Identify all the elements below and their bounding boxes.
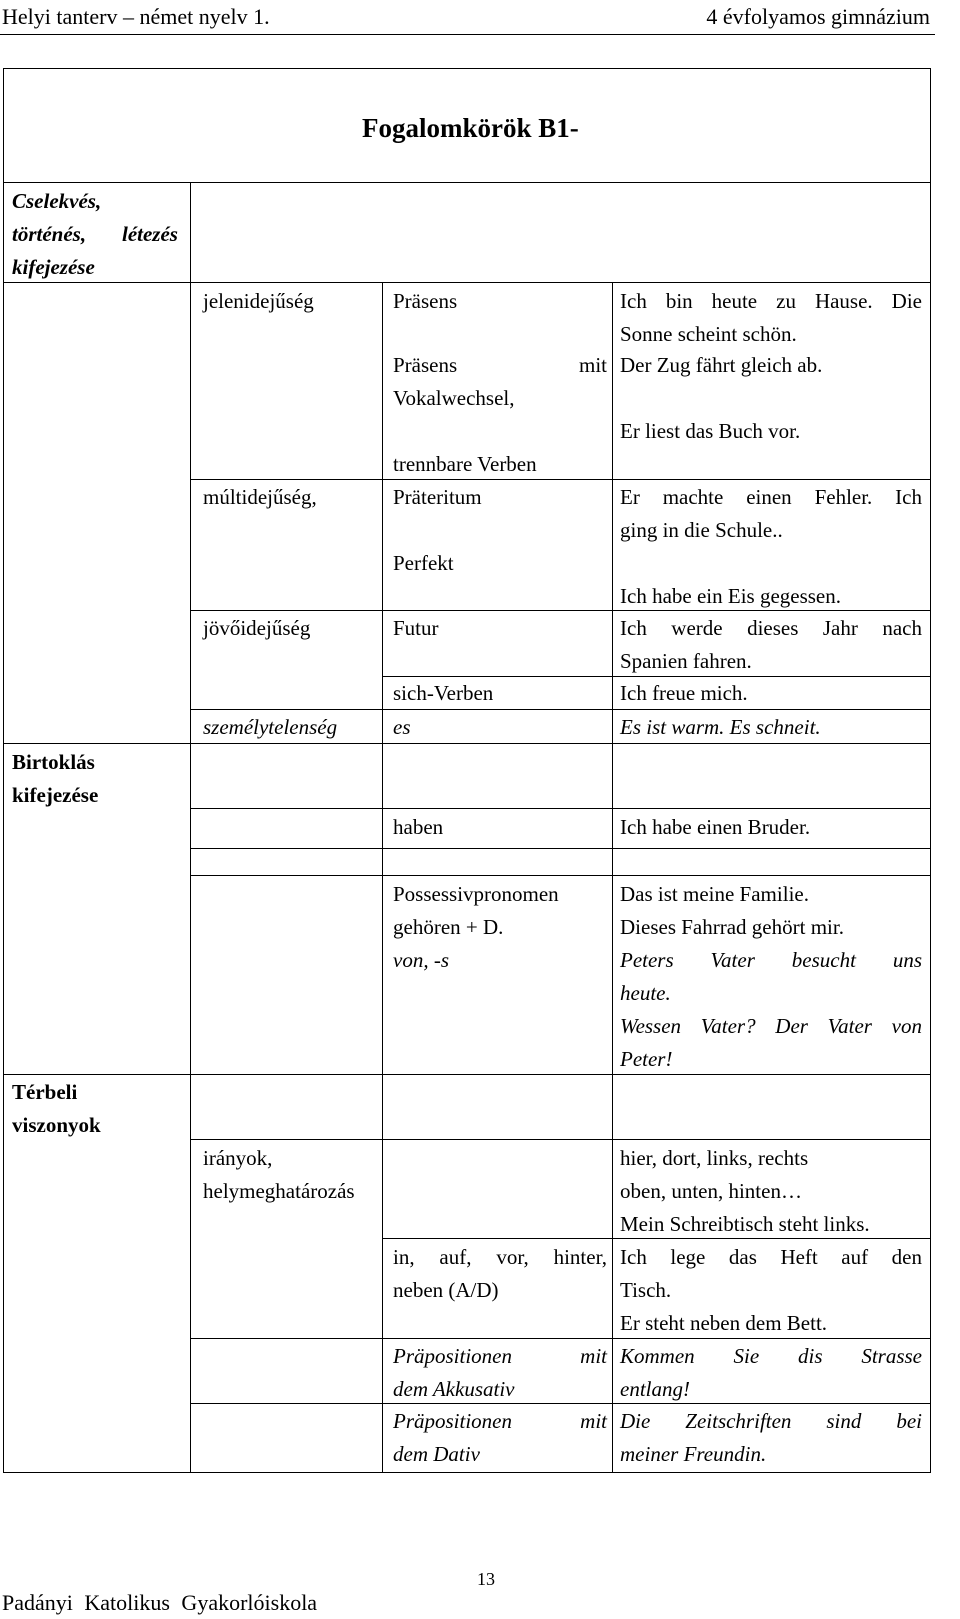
cell-jelenidejuseg: jelenidejűség	[203, 289, 314, 313]
header-right: 4 évfolyamos gimnázium	[706, 4, 930, 29]
cell-es: es	[393, 715, 411, 739]
page-number: 13	[477, 1569, 495, 1589]
cell-jelen-example: Ich bin heute zu Hause. Die Sonne scheint schön.	[620, 289, 922, 346]
cell-prasens: Präsens	[393, 289, 458, 313]
cell-dativ: Präpositionen mit dem Dativ	[393, 1409, 607, 1466]
cell-dativ-example: Die Zeitschriften sind bei meiner Freundin.	[620, 1409, 922, 1466]
cell-in-auf: in, auf, vor, hinter, neben (A/D)	[393, 1245, 607, 1302]
cell-multidejuseg: múltidejűség,	[203, 485, 317, 509]
cell-mult-example: Er machte einen Fehler. Ich ging in die Schule.. Ich habe ein Eis gegessen.	[620, 485, 922, 608]
cell-sich-verben: sich-Verben	[393, 681, 494, 705]
cell-vokal-example: Der Zug fährt gleich ab. Er liest das Buch vor.	[620, 353, 823, 443]
section-terbeli: Térbeli viszonyok	[12, 1080, 101, 1137]
section-cselekves: Cselekvés, történés, létezés kifejezése	[12, 189, 178, 279]
cell-es-example: Es ist warm. Es schneit.	[620, 715, 821, 739]
cell-possessiv: Possessivpronomen gehören + D. von, -s	[393, 882, 559, 972]
cell-futur: Futur	[393, 616, 439, 640]
page-footer: Padányi Katolikus Gyakorlóiskola	[2, 1590, 318, 1615]
cell-vokalwechsel: Präsens mit Vokalwechsel, trennbare Verben	[393, 353, 607, 476]
cell-possessiv-example: Das ist meine Familie. Dieses Fahrrad gehört mir. Peters Vater besucht uns heute. Wessen Vater? Der Vater von Peter!	[620, 882, 922, 1071]
cell-in-auf-example: Ich lege das Heft auf den Tisch. Er steht neben dem Bett.	[620, 1245, 922, 1335]
header-left: Helyi tanterv – német nyelv 1.	[2, 4, 270, 29]
page-title: Fogalomkörök B1-	[362, 113, 579, 143]
header-rule	[0, 34, 935, 35]
section-birtoklas: Birtoklás kifejezése	[12, 750, 99, 807]
cell-prateritum: Präteritum Perfekt	[393, 485, 482, 575]
cell-jovoidejuseg: jövőidejűség	[203, 616, 311, 640]
cell-iranyok-example: hier, dort, links, rechts oben, unten, hinten… Mein Schreibtisch steht links.	[620, 1146, 870, 1236]
cell-szemelytelenseg: személytelenség	[203, 715, 338, 739]
cell-haben-example: Ich habe einen Bruder.	[620, 815, 811, 839]
cell-akkusativ-example: Kommen Sie dis Strasse entlang!	[620, 1344, 922, 1401]
cell-jovo-example: Ich werde dieses Jahr nach Spanien fahren.	[620, 616, 922, 673]
cell-sich-example: Ich freue mich.	[620, 681, 748, 705]
page-header	[0, 0, 960, 30]
cell-akkusativ: Präpositionen mit dem Akkusativ	[393, 1344, 607, 1401]
cell-haben: haben	[393, 815, 444, 839]
cell-iranyok: irányok, helymeghatározás	[203, 1146, 355, 1203]
